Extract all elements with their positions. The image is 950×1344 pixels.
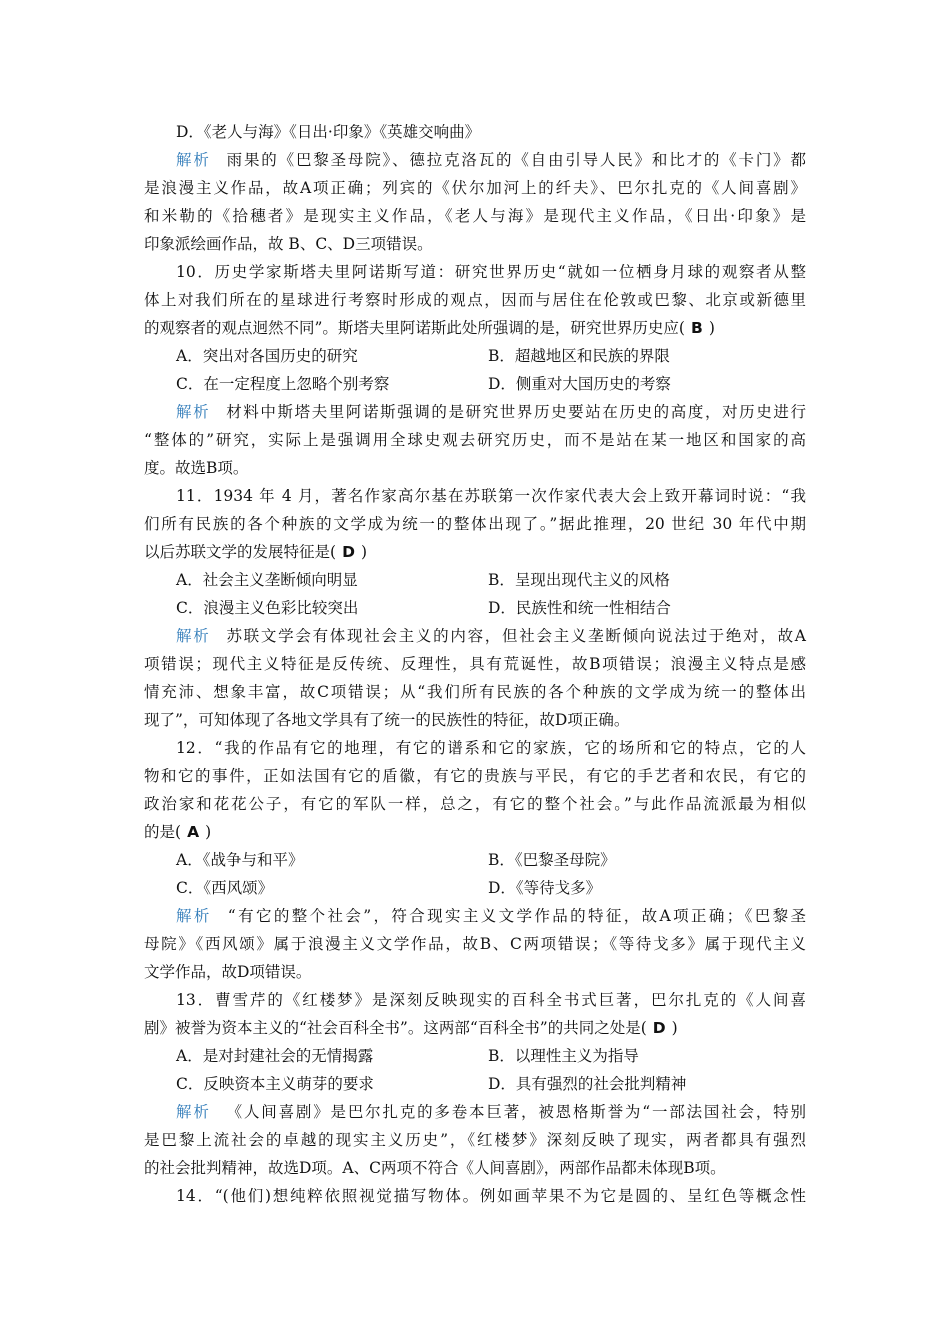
- q12-option-b: B．《巴黎圣母院》: [488, 851, 616, 869]
- q11-option-c: C．浪漫主义色彩比较突出: [176, 599, 359, 617]
- q12-analysis-line-1: 解析 “有它的整个社会”，符合现实主义文学作品的特征，故A项正确；《巴黎圣: [176, 907, 806, 925]
- q12-option-a: A．《战争与和平》: [176, 851, 304, 869]
- q10-stem-line-1: 10．历史学家斯塔夫里阿诺斯写道：研究世界历史“就如一位栖身月球的观察者从整: [176, 263, 806, 281]
- analysis-tag: 解析: [176, 151, 211, 169]
- q9-analysis-line-1: 解析 雨果的《巴黎圣母院》、德拉克洛瓦的《自由引导人民》和比才的《卡门》都: [176, 151, 806, 169]
- analysis-tag: 解析: [176, 1103, 211, 1121]
- q10-stem-line-2: 体上对我们所在的星球进行考察时形成的观点，因而与居住在伦敦或巴黎、北京或新德里: [144, 291, 806, 309]
- q13-option-a: A．是对封建社会的无情揭露: [176, 1047, 374, 1065]
- analysis-tag: 解析: [176, 403, 211, 421]
- q12-analysis-line-3: 文学作品，故D项错误。: [144, 963, 312, 981]
- q10-option-b: B．超越地区和民族的界限: [488, 347, 670, 365]
- q13-analysis-line-3: 的社会批判精神，故选D项。A、C两项不符合《人间喜剧》，两部作品都未体现B项。: [144, 1159, 726, 1177]
- q12-option-c: C．《西风颂》: [176, 879, 274, 897]
- q10-answer: B: [690, 319, 703, 337]
- q13-option-d: D．具有强烈的社会批判精神: [488, 1075, 687, 1093]
- q12-stem-line-1: 12．“我的作品有它的地理，有它的谱系和它的家族，它的场所和它的特点，它的人: [176, 739, 806, 757]
- q11-option-d: D．民族性和统一性相结合: [488, 599, 671, 617]
- q10-analysis-line-2: “整体的”研究，实际上是强调用全球史观去研究历史，而不是站在某一地区和国家的高: [144, 431, 806, 449]
- q11-analysis-line-4: 现了”，可知体现了各地文学具有了统一的民族性的特征，故D项正确。: [144, 711, 630, 729]
- q12-stem-line-4: 的是( A ): [144, 823, 212, 841]
- q13-analysis-line-1: 解析 《人间喜剧》是巴尔扎克的多卷本巨著，被恩格斯誉为“一部法国社会，特别: [176, 1103, 806, 1121]
- q10-option-c: C．在一定程度上忽略个别考察: [176, 375, 390, 393]
- q10-option-d: D．侧重对大国历史的考察: [488, 375, 671, 393]
- q9-analysis-line-3: 和米勒的《拾穗者》是现实主义作品，《老人与海》是现代主义作品，《日出·印象》是: [144, 207, 806, 225]
- q10-stem-line-3: 的观察者的观点迥然不同”。斯塔夫里阿诺斯此处所强调的是，研究世界历史应( B ): [144, 319, 715, 337]
- q12-answer: A: [187, 823, 200, 841]
- analysis-tag: 解析: [176, 907, 212, 925]
- q13-option-b: B．以理性主义为指导: [488, 1047, 639, 1065]
- q11-analysis-line-1: 解析 苏联文学会有体现社会主义的内容，但社会主义垄断倾向说法过于绝对，故A: [176, 627, 806, 645]
- q14-stem-line-1: 14．“(他们)想纯粹依照视觉描写物体。例如画苹果不为它是圆的、呈红色等概念性: [176, 1187, 806, 1205]
- q11-analysis-line-2: 项错误；现代主义特征是反传统、反理性，具有荒诞性，故B项错误；浪漫主义特点是感: [144, 655, 806, 673]
- analysis-tag: 解析: [176, 627, 211, 645]
- q11-stem-line-3: 以后苏联文学的发展特征是( D ): [144, 543, 367, 561]
- q11-option-b: B．呈现出现代主义的风格: [488, 571, 670, 589]
- q13-stem-line-2: 剧》被誉为资本主义的“社会百科全书”。这两部“百科全书”的共同之处是( D ): [144, 1019, 678, 1037]
- q13-stem-line-1: 13．曹雪芹的《红楼梦》是深刻反映现实的百科全书式巨著，巴尔扎克的《人间喜: [176, 991, 806, 1009]
- q10-analysis-line-3: 度。故选B项。: [144, 459, 249, 477]
- q13-analysis-line-2: 是巴黎上流社会的卓越的现实主义历史”，《红楼梦》深刻反映了现实，两者都具有强烈: [144, 1131, 806, 1149]
- q11-option-a: A．社会主义垄断倾向明显: [176, 571, 358, 589]
- q10-option-a: A．突出对各国历史的研究: [176, 347, 358, 365]
- q12-stem-line-3: 政治家和花花公子，有它的军队一样，总之，有它的整个社会。”与此作品流派最为相似: [144, 795, 806, 813]
- q12-analysis-line-2: 母院》《西风颂》属于浪漫主义文学作品，故B、C两项错误；《等待戈多》属于现代主义: [144, 935, 806, 953]
- q9-analysis-line-4: 印象派绘画作品，故 B、C、D三项错误。: [144, 235, 433, 253]
- q13-option-c: C．反映资本主义萌芽的要求: [176, 1075, 374, 1093]
- q9-option-d: D．《老人与海》《日出·印象》《英雄交响曲》: [176, 123, 481, 141]
- q11-answer: D: [342, 543, 355, 561]
- q10-analysis-line-1: 解析 材料中斯塔夫里阿诺斯强调的是研究世界历史要站在历史的高度，对历史进行: [176, 403, 806, 421]
- q11-analysis-line-3: 情充沛、想象丰富，故C项错误；从“我们所有民族的各个种族的文学成为统一的整体出: [144, 683, 806, 701]
- q13-answer: D: [652, 1019, 666, 1037]
- q12-stem-line-2: 物和它的事件，正如法国有它的盾徽，有它的贵族与平民，有它的手艺者和农民，有它的: [144, 767, 806, 785]
- q12-option-d: D．《等待戈多》: [488, 879, 602, 897]
- q11-stem-line-2: 们所有民族的各个种族的文学成为统一的整体出现了。”据此推理，20 世纪 30 年代中期: [144, 515, 806, 533]
- q11-stem-line-1: 11．1934 年 4 月，著名作家高尔基在苏联第一次作家代表大会上致开幕词时说：“我: [176, 487, 806, 505]
- q9-analysis-line-2: 是浪漫主义作品，故A项正确；列宾的《伏尔加河上的纤夫》、巴尔扎克的《人间喜剧》: [144, 179, 806, 197]
